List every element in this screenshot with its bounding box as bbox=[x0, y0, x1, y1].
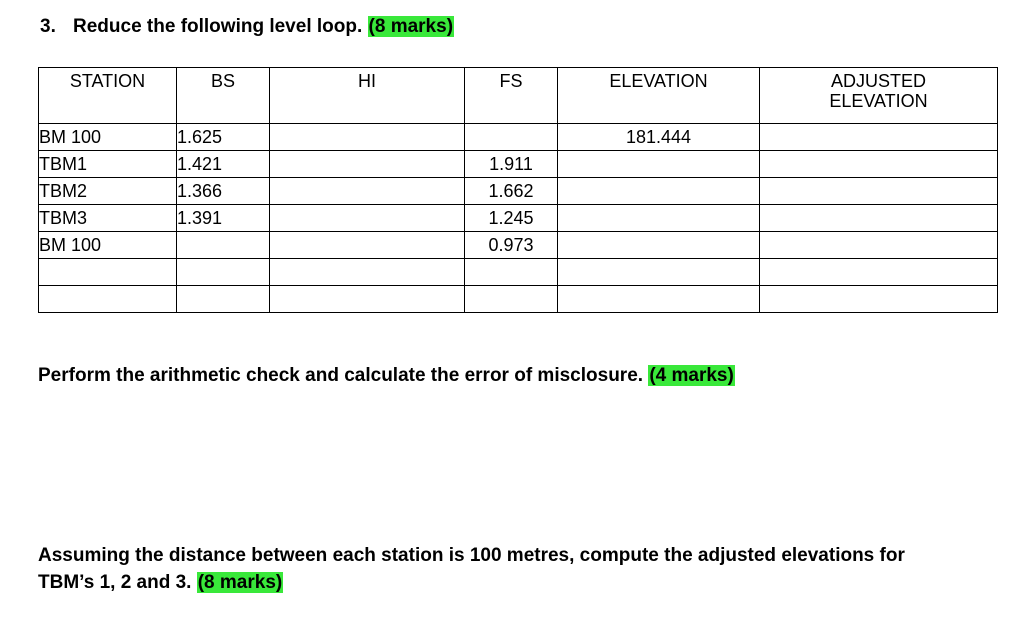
header-bs: BS bbox=[177, 68, 270, 124]
arithmetic-check-instruction bbox=[38, 362, 735, 389]
header-station: STATION bbox=[39, 68, 177, 124]
header-fs: FS bbox=[465, 68, 558, 124]
header-adjusted-elevation: ADJUSTED ELEVATION bbox=[760, 68, 998, 124]
cell-bs: 1.366 bbox=[177, 178, 270, 205]
cell-elevation bbox=[558, 178, 760, 205]
cell-hi bbox=[270, 124, 465, 151]
cell-station bbox=[39, 259, 177, 286]
cell-fs: 1.911 bbox=[465, 151, 558, 178]
cell-elevation bbox=[558, 259, 760, 286]
cell-adjusted-elevation bbox=[760, 286, 998, 313]
cell-fs: 1.662 bbox=[465, 178, 558, 205]
cell-bs: 1.421 bbox=[177, 151, 270, 178]
adjusted-elevations-instruction bbox=[38, 542, 938, 596]
arithmetic-check-text: Perform the arithmetic check and calculate the error of misclosure. bbox=[38, 365, 644, 386]
cell-elevation bbox=[558, 151, 760, 178]
cell-station: TBM2 bbox=[39, 178, 177, 205]
table-header-row bbox=[39, 68, 998, 124]
cell-bs: 1.391 bbox=[177, 205, 270, 232]
cell-elevation: 181.444 bbox=[558, 124, 760, 151]
cell-elevation bbox=[558, 205, 760, 232]
cell-station: BM 100 bbox=[39, 124, 177, 151]
cell-bs bbox=[177, 259, 270, 286]
table-row bbox=[39, 151, 998, 178]
cell-station: BM 100 bbox=[39, 232, 177, 259]
adjusted-elevations-text: Assuming the distance between each station is 100 metres, compute the adjusted elevations for TBM’s 1, 2 and 3. bbox=[38, 545, 905, 593]
cell-hi bbox=[270, 178, 465, 205]
cell-bs bbox=[177, 232, 270, 259]
cell-hi bbox=[270, 232, 465, 259]
cell-hi bbox=[270, 286, 465, 313]
cell-adjusted-elevation bbox=[760, 259, 998, 286]
cell-fs bbox=[465, 124, 558, 151]
cell-bs bbox=[177, 286, 270, 313]
table-row bbox=[39, 178, 998, 205]
cell-adjusted-elevation bbox=[760, 124, 998, 151]
cell-hi bbox=[270, 151, 465, 178]
question-marks-highlight: (8 marks) bbox=[368, 16, 454, 37]
cell-adjusted-elevation bbox=[760, 232, 998, 259]
cell-fs: 0.973 bbox=[465, 232, 558, 259]
cell-fs bbox=[465, 259, 558, 286]
cell-station: TBM3 bbox=[39, 205, 177, 232]
table-row bbox=[39, 286, 998, 313]
cell-hi bbox=[270, 259, 465, 286]
cell-hi bbox=[270, 205, 465, 232]
cell-adjusted-elevation bbox=[760, 178, 998, 205]
arithmetic-check-marks-highlight: (4 marks) bbox=[649, 365, 734, 386]
cell-fs bbox=[465, 286, 558, 313]
cell-fs: 1.245 bbox=[465, 205, 558, 232]
header-elevation: ELEVATION bbox=[558, 68, 760, 124]
table-row bbox=[39, 259, 998, 286]
cell-bs: 1.625 bbox=[177, 124, 270, 151]
cell-station: TBM1 bbox=[39, 151, 177, 178]
cell-adjusted-elevation bbox=[760, 151, 998, 178]
question-number: 3. bbox=[40, 16, 56, 37]
table-row bbox=[39, 232, 998, 259]
cell-elevation bbox=[558, 232, 760, 259]
header-hi: HI bbox=[270, 68, 465, 124]
cell-adjusted-elevation bbox=[760, 205, 998, 232]
table-row bbox=[39, 205, 998, 232]
level-loop-table bbox=[38, 67, 998, 313]
table-row bbox=[39, 124, 998, 151]
question-heading bbox=[40, 16, 454, 38]
cell-elevation bbox=[558, 286, 760, 313]
cell-station bbox=[39, 286, 177, 313]
question-text: Reduce the following level loop. bbox=[73, 16, 363, 37]
adjusted-elevations-marks-highlight: (8 marks) bbox=[197, 572, 283, 593]
